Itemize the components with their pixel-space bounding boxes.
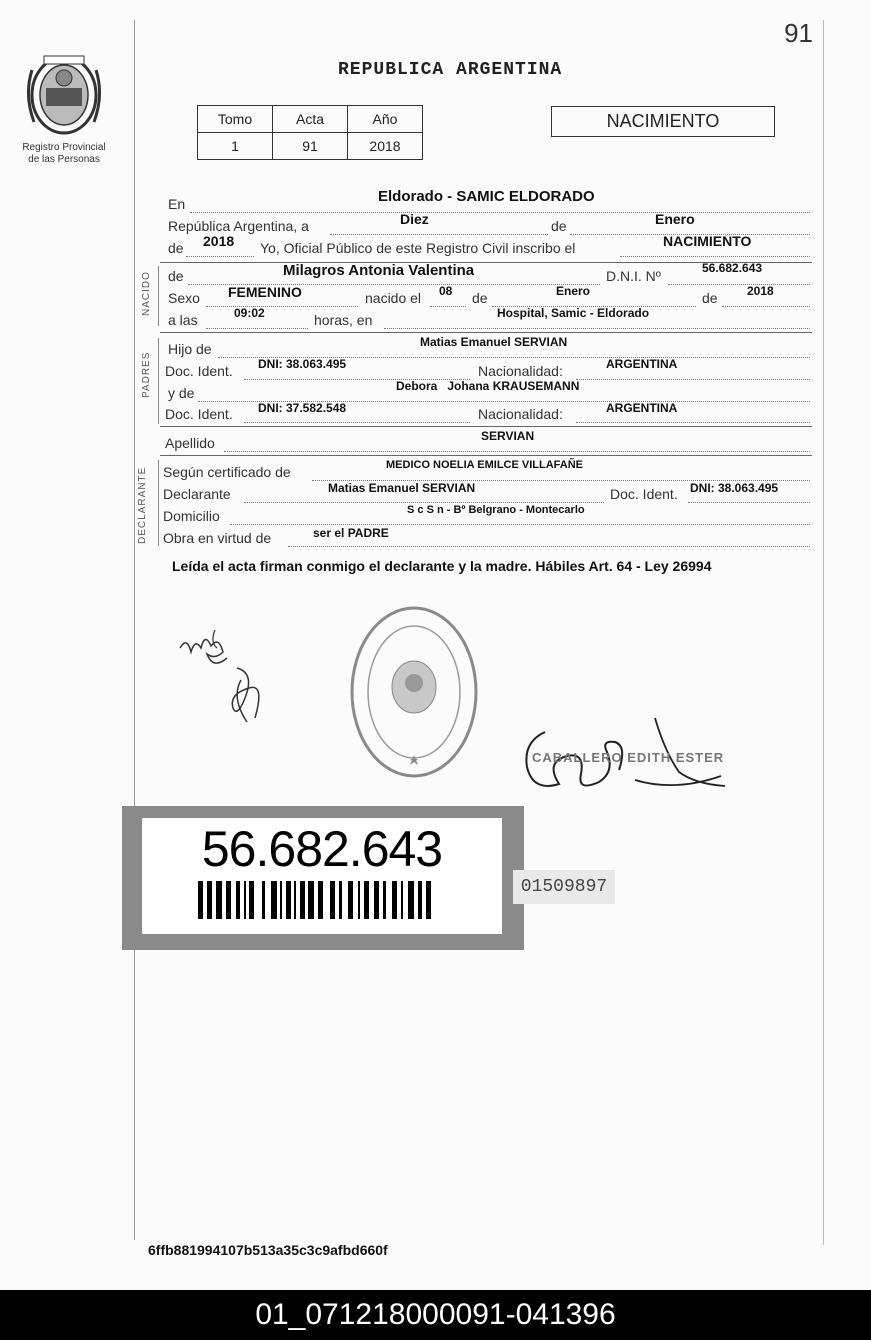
nacido-section-label: NACIDO [141,271,152,316]
father-name: Matias Emanuel SERVIAN [420,335,568,349]
republica-label: República Argentina, a [168,218,309,234]
intro-day: Diez [400,211,429,227]
birth-place: Hospital, Samic - Eldorado [497,306,650,320]
section-divider [160,426,812,427]
nationality-label: Nacionalidad: [478,406,563,422]
signature-declarant-icon [175,618,275,728]
nationality-label: Nacionalidad: [478,363,563,379]
birth-month: Enero [556,284,591,298]
ref-value-acta: 91 [273,133,348,160]
certificate-issuer: MEDICO NOELIA EMILCE VILLAFAÑE [386,459,583,471]
logo-caption-line2: de las Personas [28,154,100,165]
document-hash: 6ffb881994107b513a35c3c9afbd660f [148,1242,388,1258]
ref-header-acta: Acta [273,106,348,133]
apellido-label: Apellido [165,435,215,451]
domicilio-label: Domicilio [163,508,220,524]
footer-id: 01_071218000091-041396 [255,1298,616,1331]
act-type-box: NACIMIENTO [551,106,775,137]
dotted-line [330,218,548,235]
dni-label: D.N.I. Nº [606,268,661,284]
father-doc: DNI: 38.063.495 [258,357,347,371]
barcode-bars-icon [198,881,438,919]
dotted-line [492,290,696,307]
section-side-line [158,266,159,326]
father-nationality: ARGENTINA [606,357,678,371]
left-margin-line [134,20,135,1240]
intro-act: NACIMIENTO [663,233,752,249]
officer-stamp-name: CABALLERO EDITH ESTER [532,750,725,765]
sexo-label: Sexo [168,290,200,306]
obra-label: Obra en virtud de [163,530,272,546]
provincial-coat-of-arms-icon [24,50,104,140]
de-label: de [702,290,718,306]
de-label: de [168,268,184,284]
de-label: de [472,290,488,306]
ref-header-anio: Año [348,106,423,133]
barcode-number: 56.682.643 [201,821,443,877]
birth-year: 2018 [747,284,774,298]
section-divider [160,455,812,456]
child-dni: 56.682.643 [702,261,763,275]
intro-month: Enero [655,211,695,227]
mother-nationality: ARGENTINA [606,401,678,415]
mother-name: Debora Johana KRAUSEMANN [396,379,580,393]
section-side-line [158,338,159,424]
serial-number: 01509897 [513,870,615,904]
birth-day: 08 [439,284,453,298]
intro-place: Eldorado - SAMIC ELDORADO [378,188,595,205]
declarant-name: Matias Emanuel SERVIAN [328,481,476,495]
child-name: Milagros Antonia Valentina [283,262,475,279]
ref-value-tomo: 1 [198,133,273,160]
section-side-line [158,460,159,546]
page-number: 91 [784,18,813,48]
de-label: de [551,218,567,234]
doc-label: Doc. Ident. [165,406,233,422]
section-divider [160,332,812,333]
official-seal-icon [348,605,480,780]
mother-doc: DNI: 37.582.548 [258,401,347,415]
intro-year: 2018 [203,233,235,249]
intro-text: Yo, Oficial Público de este Registro Civil inscribo el [260,240,576,256]
logo-caption-line1: Registro Provincial [22,142,106,153]
declarant-address: S c S n - Bº Belgrano - Montecarlo [407,504,585,516]
hijo-de-label: Hijo de [168,341,212,357]
closing-statement: Leída el acta firman conmigo el declarante y la madre. Hábiles Art. 64 - Ley 26994 [172,558,712,574]
apellido-value: SERVIAN [481,429,535,443]
logo-caption [14,142,114,166]
reference-table [197,105,423,160]
right-margin-line [823,20,824,1245]
a-las-label: a las [168,312,198,328]
ref-value-anio: 2018 [348,133,423,160]
declarante-label: Declarante [163,486,231,502]
declarante-section-label: DECLARANTE [137,466,148,544]
declarant-doc: DNI: 38.063.495 [690,481,779,495]
certificado-label: Según certificado de [163,464,291,480]
nacido-el-label: nacido el [365,290,422,306]
child-sex: FEMENINO [228,284,302,300]
ref-header-tomo: Tomo [198,106,273,133]
en-label: En [168,196,186,212]
de2-label: de [168,240,184,256]
doc-label: Doc. Ident. [610,486,678,502]
doc-label: Doc. Ident. [165,363,233,379]
y-de-label: y de [168,385,195,401]
padres-section-label: PADRES [141,351,152,398]
birth-time: 09:02 [234,306,265,320]
declarant-reason: ser el PADRE [313,526,389,540]
document-title: REPUBLICA ARGENTINA [338,60,563,80]
horas-en-label: horas, en [314,312,373,328]
